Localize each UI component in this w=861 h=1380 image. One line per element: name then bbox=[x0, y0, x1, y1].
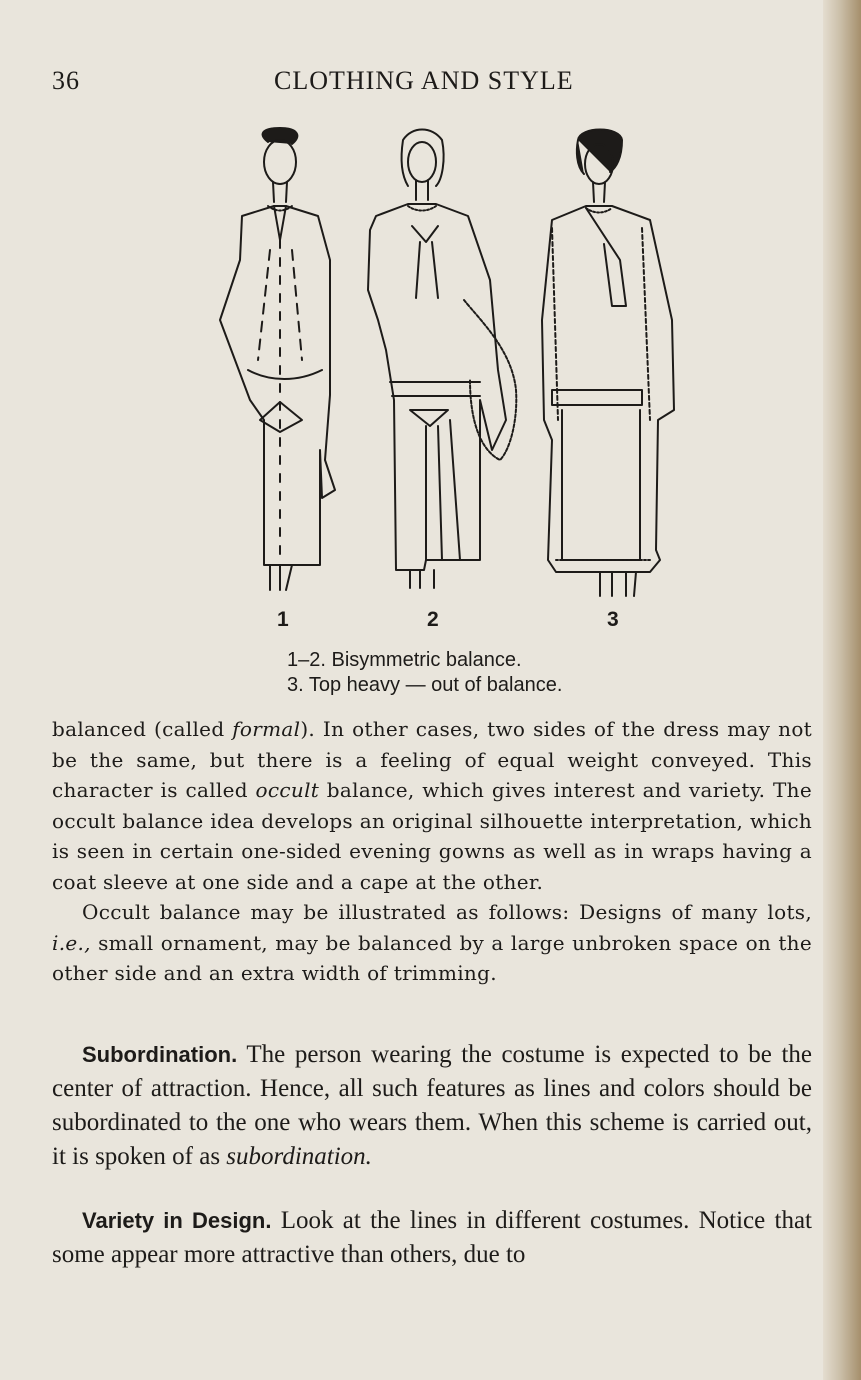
running-head bbox=[52, 66, 792, 102]
figure-label-1: 1 bbox=[277, 608, 289, 631]
running-title: CLOTHING AND STYLE bbox=[274, 66, 574, 95]
caption-line-2: 3. Top heavy — out of balance. bbox=[287, 674, 563, 696]
caption-line-1: 1–2. Bisymmetric balance. bbox=[287, 649, 522, 671]
heading-subordination: Subordination. bbox=[82, 1042, 238, 1067]
figure-label-3: 3 bbox=[607, 608, 619, 631]
paragraph-balance: balanced (called formal). In other cases, two sides of the dress may not be the same, but there is a feeling of equal weight conveyed. This character is called occult balance, which gives interest and variety. The occult balance idea develops an original silhouette interpretation, which is seen in certain one-sided evening gowns as well as in wraps having a coat sleeve at one side and a cape at the other. bbox=[52, 717, 812, 894]
figure-caption bbox=[287, 648, 562, 698]
page-edge-shadow bbox=[823, 0, 861, 1380]
paragraph-occult-balance: Occult balance may be illustrated as follows: Designs of many lots, i.e., small ornament, may be balanced by a large unbroken space on the other side and an extra width of trimming. bbox=[52, 900, 812, 985]
heading-variety-in-design: Variety in Design. bbox=[82, 1208, 272, 1233]
figure-3-dress-drawing bbox=[542, 130, 674, 597]
figure-2-dress-drawing bbox=[368, 130, 516, 589]
figure-label-2: 2 bbox=[427, 608, 439, 631]
section-subordination: Subordination. The person wearing the costume is expected to be the center of attraction. Hence, all such features as lines and colors should be subordinated to the one who wears them. When this scheme is carried out, it is spoken of as subordination. bbox=[52, 1041, 812, 1170]
body-text bbox=[52, 714, 812, 989]
dress-illustration bbox=[180, 120, 680, 640]
figure-1-dress-drawing bbox=[220, 128, 335, 590]
page-number: 36 bbox=[52, 66, 80, 95]
section-variety-in-design: Variety in Design. Look at the lines in different costumes. Notice that some appear more attractive than others, due to bbox=[52, 1207, 813, 1268]
